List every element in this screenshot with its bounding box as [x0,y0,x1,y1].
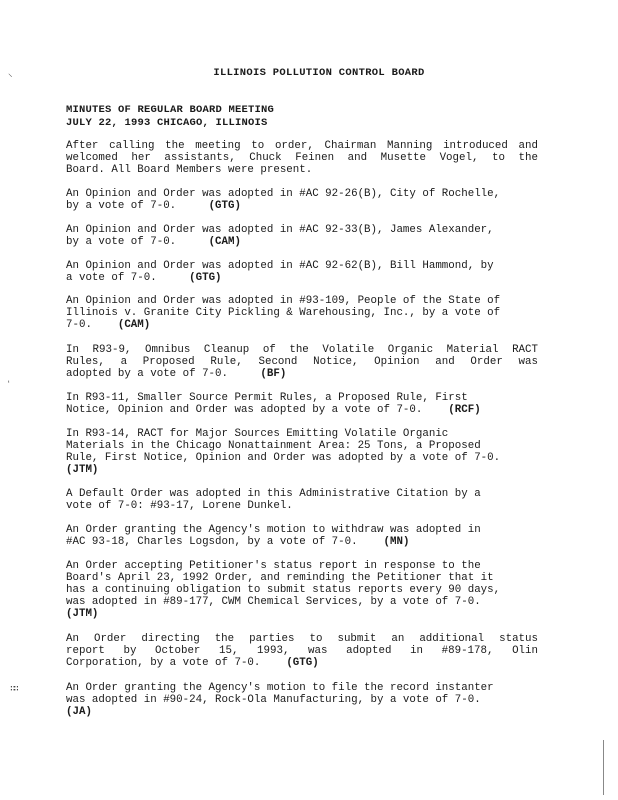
paragraph-line: In R93-14, RACT for Major Sources Emitting Volatile Organic [66,428,449,440]
paragraph-line: An Order granting the Agency's motion to file the record instanter [66,682,494,694]
paragraph-line: In R93-9, Omnibus Cleanup of the Volatile Organic Material RACT [66,344,538,356]
initials: (GTG) [208,200,241,212]
paragraph-line-with-initials [66,657,538,669]
initials: (RCF) [448,404,481,416]
scan-mark: ʻ [6,380,12,390]
paragraph-line: Illinois v. Granite City Pickling & Warehousing, Inc., by a vote of [66,307,501,319]
initials: (JTM) [66,608,99,620]
paragraph-line: After calling the meeting to order, Chairman Manning introduced and [66,140,538,152]
scan-mark: ∷∷ [10,684,17,694]
paragraph-line: 7-0. [66,319,92,331]
initials: (GTG) [189,272,222,284]
minutes-heading: MINUTES OF REGULAR BOARD MEETING [66,104,275,116]
paragraph-line: by a vote of 7-0. [66,200,177,212]
paragraph-item [66,260,538,284]
paragraph-item [66,224,538,248]
paragraph-line: by a vote of 7-0. [66,236,177,248]
paragraph-item [66,488,538,512]
paragraph-line: An Order directing the parties to submit an additional status [66,633,538,645]
paragraph-line-with-initials [66,319,538,331]
paragraph-line: welcomed her assistants, Chuck Feinen and Musette Vogel, to the [66,152,538,164]
paragraph-line: report by October 15, 1993, was adopted in #89-178, Olin [66,645,538,657]
initials: (CAM) [208,236,241,248]
paragraph-line-with-initials [66,236,538,248]
paragraph-line: Rules, a Proposed Rule, Second Notice, Opinion and Order was [66,356,538,368]
paragraph-line: was adopted in #90-24, Rock-Ola Manufacturing, by a vote of 7-0. [66,694,481,706]
paragraph-line: vote of 7-0: #93-17, Lorene Dunkel. [66,500,293,512]
paragraph-line: Corporation, by a vote of 7-0. [66,657,261,669]
paragraph-line: Rule, First Notice, Opinion and Order was adopted by a vote of 7-0. [66,452,501,464]
initials: (MN) [383,536,410,548]
paragraph-line-with-initials [66,404,538,416]
board-title: ILLINOIS POLLUTION CONTROL BOARD [213,67,425,79]
paragraph-item [66,344,538,380]
paragraph-item [66,633,538,669]
scan-mark: ⸌ [8,73,13,83]
paragraph-line-with-initials [66,536,538,548]
paragraph-line: Board's April 23, 1992 Order, and reminding the Petitioner that it [66,572,494,584]
paragraph-line-with-initials [66,368,538,380]
paragraph-item [66,428,538,476]
paragraph-item [66,392,538,416]
paragraph-item [66,682,538,718]
initials: (BF) [260,368,287,380]
paragraph-line-with-initials [66,200,538,212]
paragraph-item [66,188,538,212]
paragraph-line: #AC 93-18, Charles Logsdon, by a vote of 7-0. [66,536,358,548]
paragraph-line: has a continuing obligation to submit status reports every 90 days, [66,584,501,596]
paragraph-line: Notice, Opinion and Order was adopted by a vote of 7-0. [66,404,423,416]
paragraph-item [66,524,538,548]
paragraph-line: An Order granting the Agency's motion to withdraw was adopted in [66,524,481,536]
paragraph-line: In R93-11, Smaller Source Permit Rules, a Proposed Rule, First [66,392,468,404]
paragraph-line: A Default Order was adopted in this Administrative Citation by a [66,488,481,500]
paragraph-line-with-initials [66,272,538,284]
paragraph-line: An Order accepting Petitioner's status report in response to the [66,560,481,572]
initials: (CAM) [117,319,151,331]
paragraph-line: was adopted in #89-177, CWM Chemical Services, by a vote of 7-0. [66,596,481,608]
paragraph-line: An Opinion and Order was adopted in #93-109, People of the State of [66,295,501,307]
paragraph-line: a vote of 7-0. [66,272,157,284]
initials: (JTM) [66,464,99,476]
meeting-date-location: JULY 22, 1993 CHICAGO, ILLINOIS [66,117,268,129]
initials: (GTG) [286,657,319,669]
paragraph-intro [66,140,538,176]
paragraph-item [66,560,538,620]
paragraph-line: An Opinion and Order was adopted in #AC 92-33(B), James Alexander, [66,224,494,236]
paragraph-line: Materials in the Chicago Nonattainment Area: 25 Tons, a Proposed [66,440,481,452]
paragraph-line: adopted by a vote of 7-0. [66,368,228,380]
scan-edge-line [603,740,604,795]
paragraph-item [66,295,538,331]
paragraph-line: An Opinion and Order was adopted in #AC 92-26(B), City of Rochelle, [66,188,501,200]
paragraph-line: An Opinion and Order was adopted in #AC 92-62(B), Bill Hammond, by [66,260,494,272]
paragraph-line: Board. All Board Members were present. [66,164,313,176]
initials: (JA) [66,706,92,718]
